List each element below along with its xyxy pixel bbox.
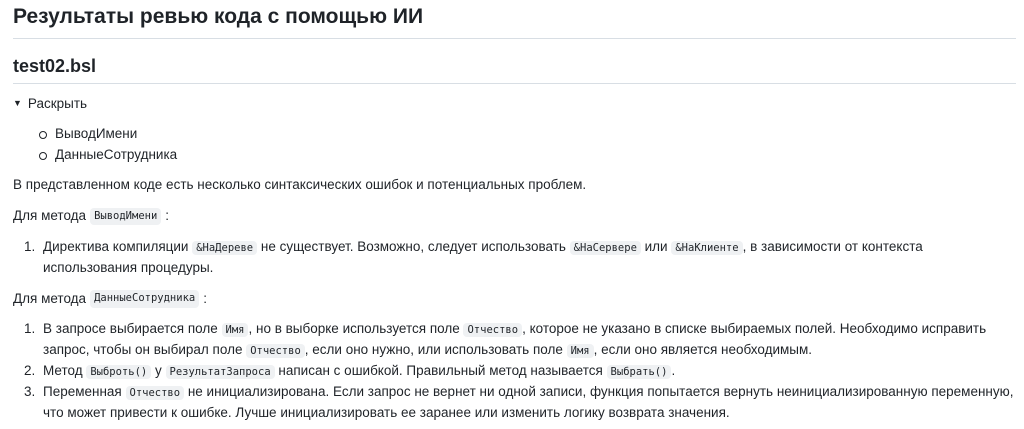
- method-code: ВыводИмени: [90, 208, 161, 226]
- issue-text: , в зависимости от контекста использования процедуры.: [43, 238, 923, 275]
- list-item: [39, 124, 1016, 145]
- method-heading-1: [13, 206, 1016, 226]
- inline-code: Отчество: [246, 344, 305, 358]
- function-name: ВыводИмени: [55, 126, 138, 142]
- issue-text: Переменная: [43, 383, 126, 399]
- inline-code: Отчество: [463, 323, 522, 337]
- inline-code: Отчество: [126, 386, 185, 400]
- triangle-down-icon: ▼: [13, 98, 22, 109]
- inline-code: Имя: [222, 323, 249, 337]
- method-prefix: Для метода: [13, 290, 87, 306]
- method-prefix: Для метода: [13, 208, 87, 224]
- issue-text: написан с ошибкой. Правильный метод называется: [274, 362, 607, 378]
- inline-code: &НаДереве: [192, 241, 257, 255]
- issue-text: , если оно является необходимым.: [593, 341, 813, 357]
- issue-text: , которое не указано в списке выбираемых полей. Необходимо исправить запрос, чтобы он выбирал поле: [43, 320, 987, 357]
- issue-item: [39, 361, 1016, 382]
- issue-text: , если оно нужно, или использовать поле: [304, 341, 567, 357]
- details-summary[interactable]: [13, 94, 1016, 114]
- inline-code: &НаСервере: [570, 241, 641, 255]
- intro-text: В представленном коде есть несколько синтаксических ошибок и потенциальных проблем.: [13, 177, 587, 192]
- issue-text: В запросе выбирается поле: [43, 320, 222, 336]
- inline-code: РезультатЗапроса: [166, 365, 275, 379]
- method-suffix: :: [165, 208, 170, 224]
- circle-bullet-icon: [39, 131, 47, 139]
- method-code: ДанныеСотрудника: [90, 290, 199, 308]
- method-heading-2: [13, 289, 1016, 309]
- file-title: test02.bsl: [13, 53, 1016, 84]
- issue-list-1: [13, 237, 1016, 278]
- function-list: [13, 124, 1016, 166]
- issue-text: у: [151, 362, 166, 378]
- inline-code: Выброть(): [86, 365, 151, 379]
- issue-text: Директива компиляции: [43, 238, 193, 254]
- list-item: [39, 145, 1016, 166]
- issue-item: [39, 237, 1016, 278]
- issue-text: не существует. Возможно, следует использовать: [257, 238, 570, 254]
- page-title: Результаты ревью кода с помощью ИИ: [13, 2, 1016, 39]
- issue-text: не инициализирована. Если запрос не вернет ни одной записи, функция попытается вернуть неинициализированную переменную, что может привести к ошибке. Лучше инициализировать ее заранее или изменить логику возврата значения.: [43, 383, 1014, 420]
- issue-text: Метод: [43, 362, 87, 378]
- inline-code: Выбрать(): [607, 365, 672, 379]
- issue-item: [39, 382, 1016, 423]
- issue-text: , но в выборке используется поле: [248, 320, 464, 336]
- issue-list-2: [13, 319, 1016, 423]
- issue-item: [39, 319, 1016, 361]
- function-name: ДанныеСотрудника: [55, 147, 178, 163]
- details-summary-label: Раскрыть: [27, 95, 88, 111]
- issue-text: или: [640, 238, 672, 254]
- method-suffix: :: [203, 290, 207, 306]
- details-block: [13, 94, 1016, 166]
- inline-code: &НаКлиенте: [671, 241, 742, 255]
- issue-text: .: [671, 362, 676, 378]
- inline-code: Имя: [567, 344, 594, 358]
- circle-bullet-icon: [39, 152, 47, 160]
